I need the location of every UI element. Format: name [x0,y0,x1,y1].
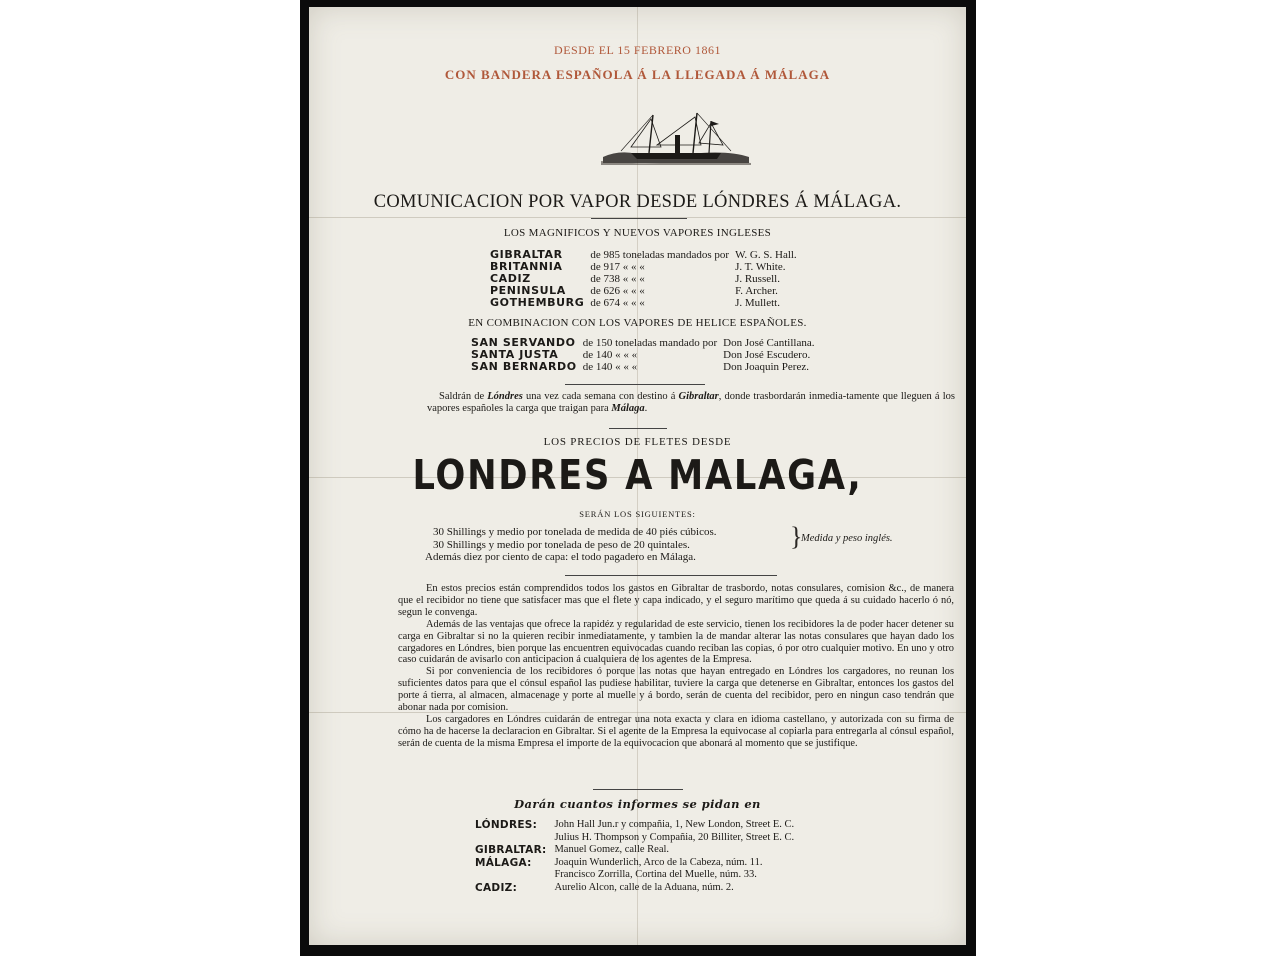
conditions-paragraph: Si por conveniencia de los recibidores ó porque las notas que hayan entregado en Lóndres los cargadores, no reunan los suficientes datos para que el cónsul español las pudiese habilitar, tuviere la carga que detenerse en Gibraltar, entonces los gastos del porte á tierra, al almacen, almacenage y porte al muelle y á bordo, serán de cuenta del recibidor, pero en ningun caso tendrán que abonar nada por comision. [398,666,954,714]
ship-tonnage: de 738 « « « [590,273,645,285]
agent-row [471,869,798,882]
ship-captain: J. Mullett. [735,297,780,309]
ship-name: SANTA JUSTA [471,348,559,361]
agent-city: GIBRALTAR: [475,844,547,857]
divider [565,384,705,385]
brace-icon: } [790,522,803,551]
ship-name: GIBRALTAR [490,248,563,261]
ship-captain: W. G. S. Hall. [735,249,797,261]
poster-sheet [309,7,966,945]
agents-table [471,819,798,895]
agent-city: CADIZ: [475,881,518,894]
ship-tonnage: de 140 « « « [582,361,638,373]
ship-name: PENINSULA [490,284,566,297]
poster-title: COMUNICACION POR VAPOR DESDE LÓNDRES Á MÁLAGA. [373,192,902,212]
departure-malaga: Málaga [611,403,645,415]
ship-captain: Don Joaquin Perez. [723,361,809,373]
agent-address: Francisco Zorrilla, Cortina del Muelle, núm. 33. [554,869,757,881]
agent-row [471,844,798,857]
ship-captain: Don José Escudero. [723,349,811,361]
prices-heading: LOS PRECIOS DE FLETES DESDE [543,436,732,448]
ship-captain: F. Archer. [735,285,778,297]
spanish-ships-heading: EN COMBINACION CON LOS VAPORES DE HELICE ESPAÑOLES. [468,317,807,329]
departure-text: una vez cada semana con destino á [522,391,679,402]
english-ships-heading: LOS MAGNIFICOS Y NUEVOS VAPORES INGLESES [503,227,772,239]
ship-captain: J. Russell. [735,273,780,285]
date-line: DESDE EL 15 FEBRERO 1861 [554,43,721,57]
departure-gibraltar: Gibraltar [678,391,719,402]
ship-tonnage: de 674 « « « [590,297,645,309]
agent-address: Aurelio Alcon, calle de la Aduana, núm. 2. [554,881,734,893]
ship-name: BRITANNIA [490,260,563,273]
ship-tonnage: de 150 toneladas mandado por [582,337,718,349]
conditions-paragraph: Los cargadores en Lóndres cuidarán de entregar una nota exacta y clara en idioma castellano, y autorizada con su firma de cómo ha de hacerse la declaracion en Gibraltar. Si el agente de la Empresa la equivocase al copiarla para entregarla al cónsul español, serán de cuenta de la misma Empresa el importe de la equivocacion que abonará al momento que se justifique. [398,713,954,749]
agent-city [471,832,550,845]
steamship-icon [601,107,751,169]
flag-line: CON BANDERA ESPAÑOLA Á LA LLEGADA Á MÁLAGA [444,67,831,82]
agent-address: John Hall Jun.r y compañia, 1, New London, Street E. C. [554,819,795,830]
ship-tonnage: de 985 toneladas mandados por [590,249,730,261]
conditions-text [398,583,954,750]
departure-text: Saldrán de [439,391,488,402]
departure-text: , donde trasbordarán inmedia-tamente que lleguen á los vapores españoles la carga que traigan para [427,391,955,415]
departure-notice [427,391,955,416]
seran-label: SERÁN LOS SIGUIENTES: [579,509,696,519]
rate-weight: 30 Shillings y medio por tonelada de peso de 20 quintales. [433,538,690,551]
agent-row [471,882,798,895]
rate-capa: Además diez por ciento de capa: el todo pagadero en Málaga. [425,551,696,564]
agents-heading: Darán cuantos informes se pidan en [514,797,761,811]
ship-name: SAN SERVANDO [471,336,576,349]
agent-city: LÓNDRES: [475,819,538,831]
rate-measure: 30 Shillings y medio por tonelada de medida de 40 piés cúbicos. [433,526,717,538]
ship-tonnage: de 140 « « « [582,349,638,361]
conditions-paragraph: En estos precios están comprendidos todos los gastos en Gibraltar de trasbordo, notas consulares, comision &c., de manera que el recibidor no tiene que satisfacer mas que el flete y capa indicado, y el seguro marítimo que queda á su cuidado hacerlo ó nó, segun le convenga. [398,583,954,618]
divider [565,575,777,576]
agent-row [471,857,798,870]
agent-address: Joaquin Wunderlich, Arco de la Cabeza, núm. 11. [554,856,763,868]
measure-note: Medida y peso inglés. [801,533,893,544]
ship-captain: J. T. White. [735,261,786,273]
agent-address: Julius H. Thompson y Compañia, 20 Billiter, Street E. C. [554,831,795,843]
ship-row [487,261,800,273]
ship-tonnage: de 626 « « « [590,285,645,297]
divider [609,428,667,429]
ship-name: CADIZ [490,272,531,285]
ship-tonnage: de 917 « « « [590,261,645,273]
ship-name: SAN BERNARDO [471,360,577,373]
divider [591,218,687,219]
conditions-paragraph: Además de las ventajas que ofrece la rapidéz y regularidad de este servicio, tienen los recibidores la de poder hacer detener su carga en Gibraltar si no la quieren recibir inmediatamente, y tambien la de mandar alterar las notas consulares que hayan dado los cargadores en Lóndres, bien porque las encuentren equivocadas cuando reciban las copias, ó por otro cualquier motivo. En uno y otro caso cuidarán de avisarlo con anticipacion á cualquiera de los agentes de la Empresa. [398,618,954,666]
route-headline: LONDRES A MALAGA, [412,451,863,499]
ship-name: GOTHEMBURG [490,296,585,309]
ship-row [487,297,800,309]
agent-city [471,869,550,882]
agent-row [471,832,798,845]
spanish-ships-table [468,337,817,373]
departure-text: . [644,403,648,415]
agent-city: MÁLAGA: [475,856,532,869]
ship-captain: Don José Cantillana. [723,337,815,349]
english-ships-table [487,249,800,309]
departure-london: Lóndres [487,391,523,402]
agent-row [471,819,798,832]
ship-row [468,361,817,373]
freight-rates [425,526,717,564]
agent-address: Manuel Gomez, calle Real. [554,844,670,856]
divider [593,789,683,790]
